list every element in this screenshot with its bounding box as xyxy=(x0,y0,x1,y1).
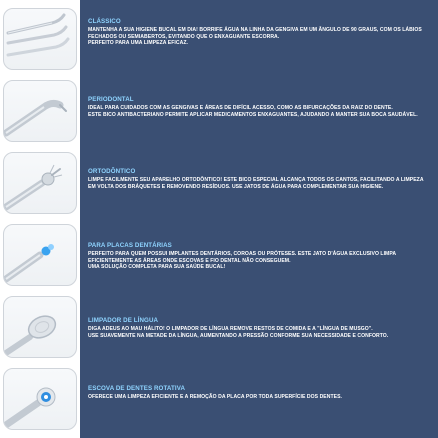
section-description: LIMPE FACILMENTE SEU APARELHO ORTODÔNTICO! ESTE BICO ESPECIAL ALCANÇA TODOS OS CANTOS, FACILITANDO A LIMPEZA EM VOLTA DOS BRÁQUETES E REMOVENDO RESÍDUOS. USE JATOS DE ÁGUA PARA COMPLEMENTAR SUA HIGIENE. xyxy=(88,177,424,190)
section-description-extra: PERFEITO PARA UMA LIMPEZA EFICAZ. xyxy=(88,40,188,46)
section-description-extra: UMA SOLUÇÃO COMPLETA PARA SUA SAÚDE BUCAL! xyxy=(88,264,226,270)
section-escova-rotativa xyxy=(88,385,430,401)
section-periodontal xyxy=(88,96,430,118)
section-title: ORTODÔNTICO xyxy=(88,168,136,175)
section-title: LIMPADOR DE LÍNGUA xyxy=(88,317,159,324)
orthodontic-tip-icon xyxy=(3,152,77,214)
section-classico xyxy=(88,18,430,47)
section-ortodontico xyxy=(88,168,430,190)
plaque-tip-icon xyxy=(3,224,77,286)
section-title: PERIODONTAL xyxy=(88,96,134,103)
section-placas-dentarias xyxy=(88,242,430,271)
section-description: DIGA ADEUS AO MAU HÁLITO! O LIMPADOR DE LÍNGUA REMOVE RESTOS DE COMIDA E A "LÍNGUA DE MUSGO". xyxy=(88,326,373,332)
rotary-brush-icon xyxy=(3,368,77,430)
thumbnails-column xyxy=(0,0,80,438)
section-description: IDEAL PARA CUIDADOS COM AS GENGIVAS E ÁREAS DE DIFÍCIL ACESSO, COMO AS BIFURCAÇÕES DA RAIZ DO DENTE. xyxy=(88,105,393,111)
classic-tips-icon xyxy=(3,8,77,70)
section-limpador-lingua xyxy=(88,317,430,339)
periodontal-tip-icon xyxy=(3,80,77,142)
section-title: PARA PLACAS DENTÁRIAS xyxy=(88,242,172,249)
section-title: ESCOVA DE DENTES ROTATIVA xyxy=(88,385,186,392)
section-description: PERFEITO PARA QUEM POSSUI IMPLANTES DENTÁRIOS, COROAS OU PRÓTESES. ESTE JATO D'ÁGUA EXCLUSIVO LIMPA EFICIENTEMENTE AS ÁREAS ONDE ESCOVAS E FIO DENTAL NÃO CONSEGUEM. xyxy=(88,251,396,264)
section-description: MANTENHA A SUA HIGIENE BUCAL EM DIA! BORRIFE ÁGUA NA LINHA DA GENGIVA EM UM ÂNGULO DE 90 GRAUS, COM OS LÁBIOS FECHADOS OU SEMIABERTOS, EVITANDO QUE O ENXAGUANTE ESCORRA. xyxy=(88,27,422,40)
section-description-extra: ESTE BICO ANTIBACTERIANO PERMITE APLICAR MEDICAMENTOS ENXAGUANTES, AJUDANDO A MANTER SUA BOCA SAUDÁVEL. xyxy=(88,111,418,118)
tongue-cleaner-icon xyxy=(3,296,77,358)
section-description-extra: USE SUAVEMENTE NA METADE DA LÍNGUA, AUMENTANDO A PRESSÃO CONFORME SUA NECESSIDADE E CONFORTO. xyxy=(88,332,389,339)
description-panel xyxy=(80,0,438,438)
section-title: CLÁSSICO xyxy=(88,18,121,25)
section-description: OFERECE UMA LIMPEZA EFICIENTE E A REMOÇÃO DA PLACA POR TODA SUPERFÍCIE DOS DENTES. xyxy=(88,394,342,400)
